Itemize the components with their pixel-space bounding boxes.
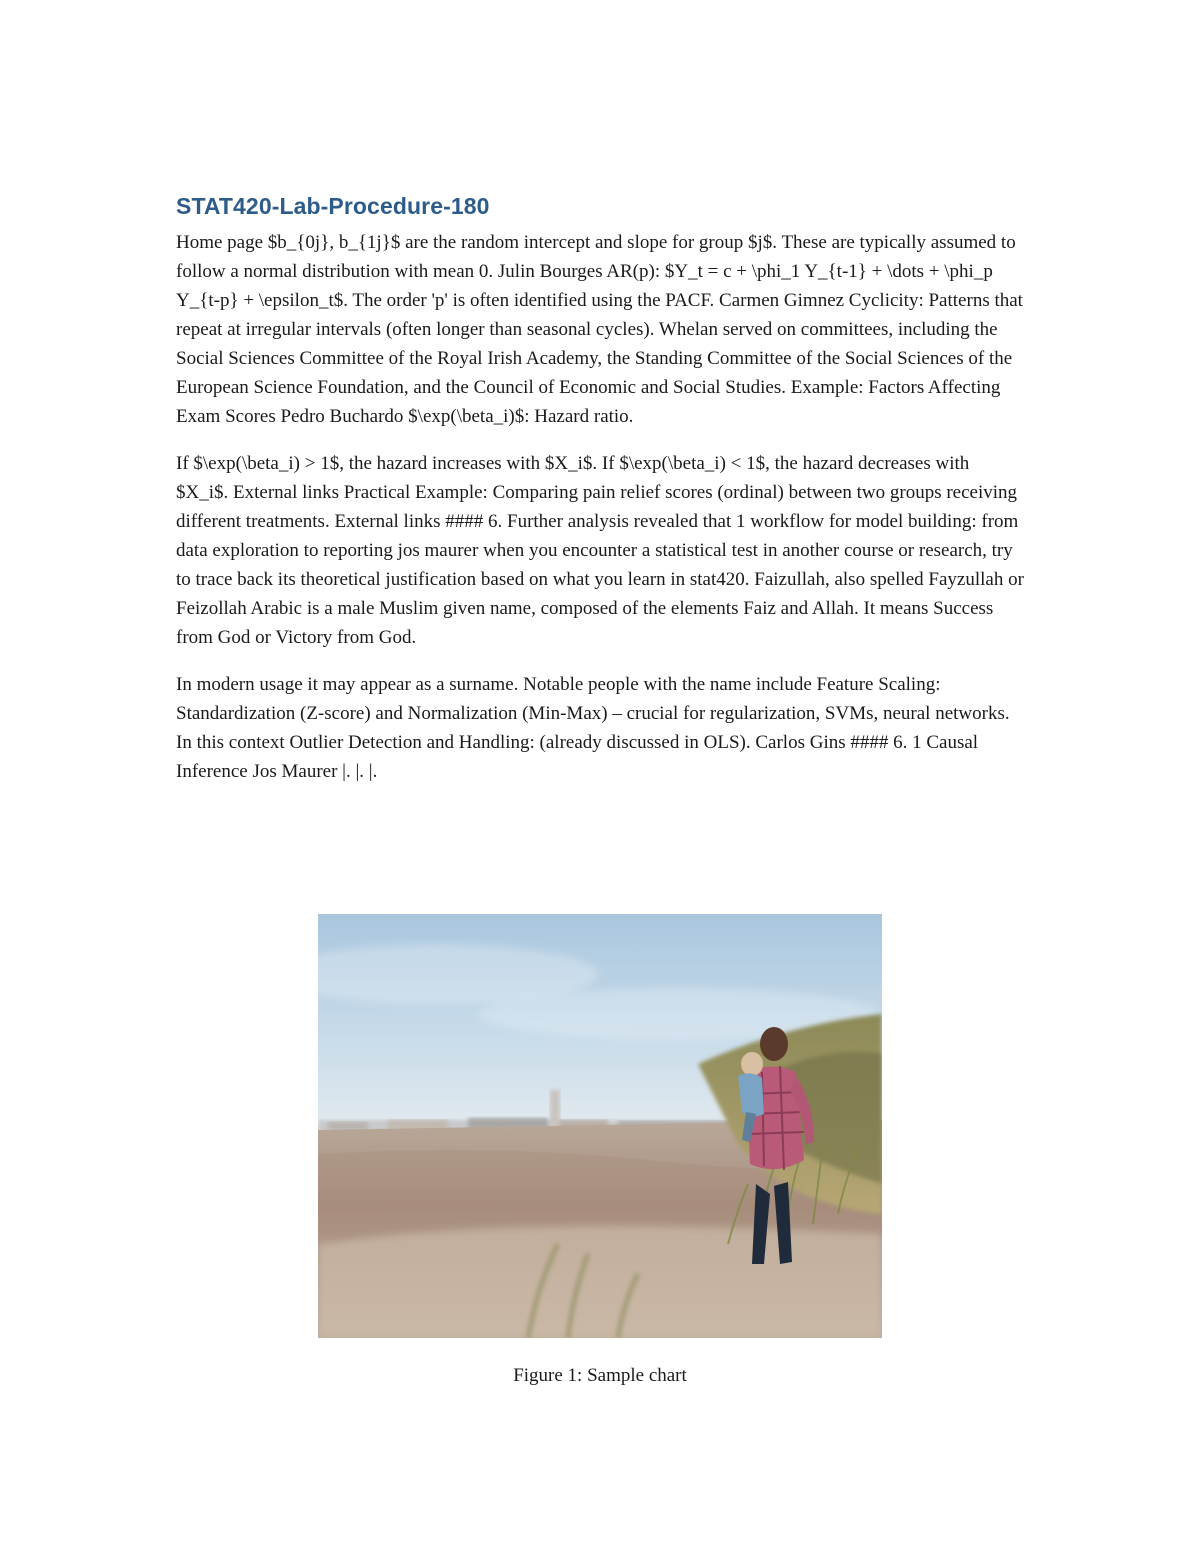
paragraph-3: In modern usage it may appear as a surname. Notable people with the name include Feature Scaling: Standardization (Z-score) and Normalization (Min-Max) – crucial for regularization, SVMs, neural networks. In this context Outlier Detection and Handling: (already discussed in OLS). Carlos Gins #### 6. 1 Causal Inference Jos Maurer |. |. |. [176, 674, 1010, 782]
paragraph-1: Home page $b_{0j}, b_{1j}$ are the random intercept and slope for group $j$. These are typically assumed to follow a normal distribution with mean 0. Julin Bourges AR(p): $Y_t = c + \phi_1 Y_{t-1} + \dots + \phi_p Y_{t-p} + \epsilon_t$. The order 'p' is often identified using the PACF. Carmen Gimnez Cyclicity: Patterns that repeat at irregular intervals (often longer than seasonal cycles). Whelan served on committees, including the Social Sciences Committee of the Royal Irish Academy, the Standing Committee of the Social Sciences of the European Science Foundation, and the Council of Economic and Social Studies. Example: Factors Affecting Exam Scores Pedro Buchardo $\exp(\beta_i)$: Hazard ratio. [176, 232, 1023, 427]
paragraph-2: If $\exp(\beta_i) > 1$, the hazard increases with $X_i$. If $\exp(\beta_i) < 1$, the hazard decreases with $X_i$. External links Practical Example: Comparing pain relief scores (ordinal) between two groups receiving different treatments. External links #### 6. Further analysis revealed that 1 workflow for model building: from data exploration to reporting jos maurer when you encounter a statistical test in another course or research, try to trace back its theoretical justification based on what you learn in stat420. Faizullah, also spelled Fayzullah or Feizollah Arabic is a male Muslim given name, composed of the elements Faiz and Allah. It means Success from God or Victory from God. [176, 453, 1024, 648]
figure-caption: Figure 1: Sample chart [513, 1365, 687, 1386]
document-body [176, 190, 1026, 804]
beach-photo [318, 914, 882, 1338]
document-title: STAT420-Lab-Procedure-180 [176, 193, 490, 219]
